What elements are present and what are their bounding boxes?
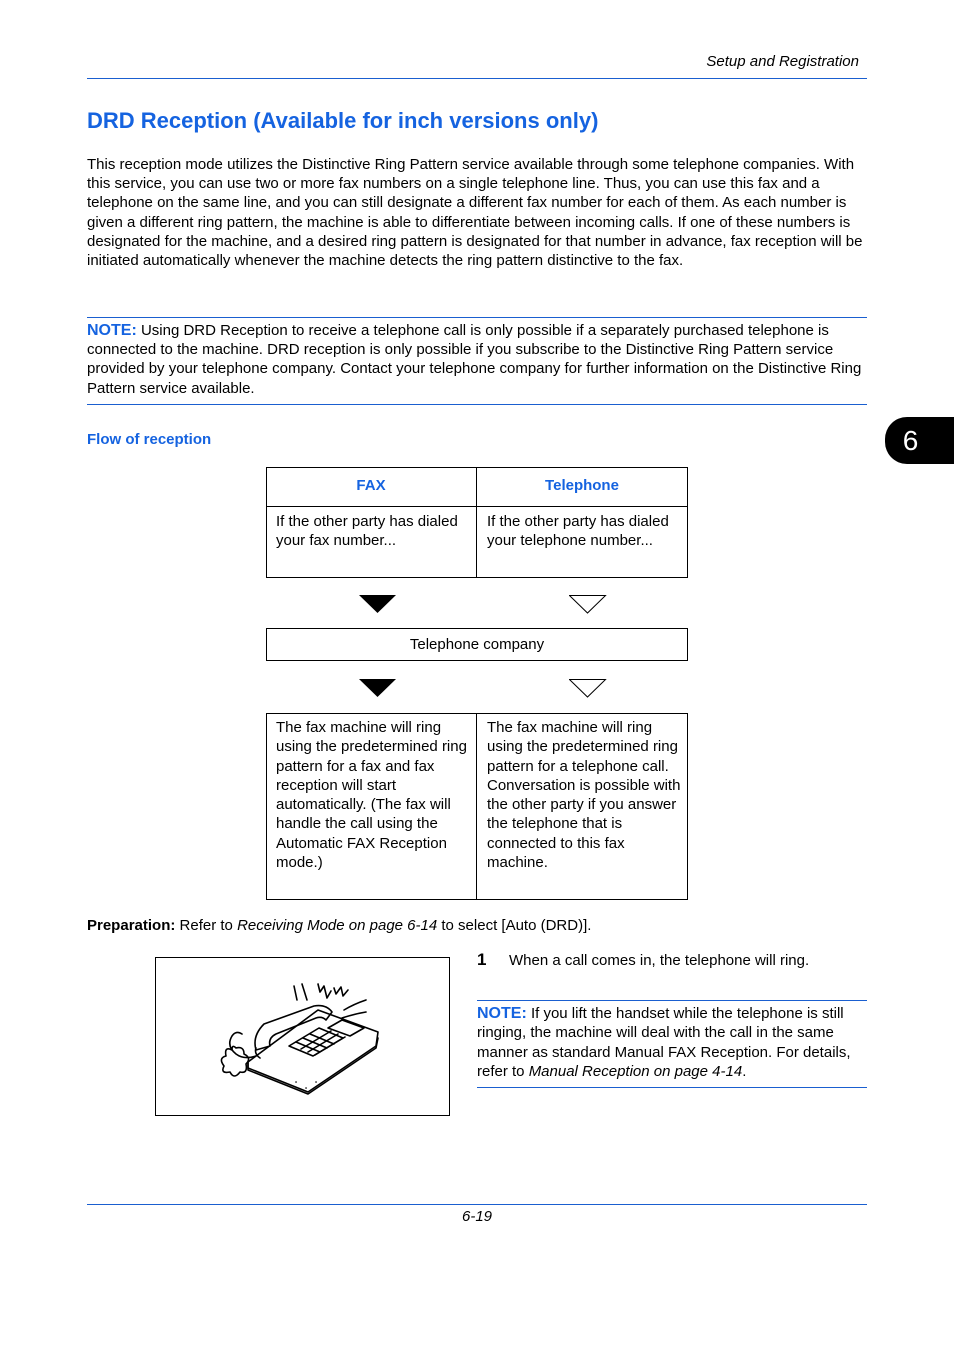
step-number: 1 xyxy=(477,950,487,969)
telephone-company-box xyxy=(266,628,688,661)
note2-label: NOTE: xyxy=(477,1005,527,1022)
fax-down-arrow-2-icon xyxy=(359,679,397,699)
chapter-number: 6 xyxy=(902,425,919,456)
preparation-line xyxy=(87,917,591,934)
step-text: When a call comes in, the telephone will ring. xyxy=(509,952,810,969)
result-table-column-divider xyxy=(476,713,477,900)
telephone-dial-text: If the other party has dialed your telephone number... xyxy=(487,513,669,550)
preparation-pre: Refer to xyxy=(175,917,238,934)
note2-text: If you lift the handset while the telephone is still ringing, the machine will deal with the call in the same manner as standard Manual FAX Reception. For details, refer to xyxy=(477,1005,851,1080)
running-header: Setup and Registration xyxy=(706,53,859,70)
telephone-company-label: Telephone company xyxy=(409,636,545,653)
telephone-result-text: The fax machine will ring using the predetermined ring pattern for a telephone call. Conversation is possible with the other party if you answer the telephone that is connected to this fax machine. xyxy=(487,719,681,872)
note2-post: . xyxy=(742,1062,747,1080)
note-text: Using DRD Reception to receive a telephone call is only possible if a separately purchased telephone is connected to the machine. DRD reception is only possible if you subscribe to the Distinctive Ring Pattern service provided by your telephone company. Contact your telephone company for further information on the Distinctive Ring Pattern service available. xyxy=(87,322,862,397)
note2-reference-link[interactable]: Manual Reception on page 4-14 xyxy=(528,1062,743,1080)
header-rule xyxy=(87,78,867,79)
note2-top-rule xyxy=(477,1000,867,1001)
telephone-down-arrow-2-icon xyxy=(569,679,607,699)
preparation-reference-link[interactable]: Receiving Mode on page 6-14 xyxy=(237,917,438,934)
telephone-column-header: Telephone xyxy=(545,477,619,494)
fax-down-arrow-icon xyxy=(359,595,397,615)
dial-table-divider xyxy=(266,506,688,507)
note-label: NOTE: xyxy=(87,322,137,339)
fax-result-text: The fax machine will ring using the predetermined ring pattern for a fax and fax reception will start automatically. (The fax will handle the call using the Automatic FAX Reception mode.) xyxy=(276,719,467,872)
preparation-label: Preparation: xyxy=(87,917,176,934)
preparation-post: to select [Auto (DRD)]. xyxy=(437,917,592,934)
note-top-rule xyxy=(87,317,867,318)
fax-dial-text: If the other party has dialed your fax number... xyxy=(276,513,458,550)
illustration-frame xyxy=(155,957,450,1116)
note2-block xyxy=(477,1004,869,1081)
note-bottom-rule xyxy=(87,404,867,405)
page-number: 6-19 xyxy=(461,1208,493,1225)
telephone-down-arrow-icon xyxy=(569,595,607,615)
footer-rule xyxy=(87,1204,867,1205)
note-block xyxy=(87,321,877,398)
chapter-tab[interactable] xyxy=(885,417,954,464)
ringing-telephone-illustration xyxy=(156,958,449,1115)
note2-bottom-rule xyxy=(477,1087,867,1088)
flow-heading: Flow of reception xyxy=(87,431,212,448)
section-title: DRD Reception (Available for inch versions only) xyxy=(87,108,599,133)
fax-column-header: FAX xyxy=(356,477,386,494)
intro-paragraph: This reception mode utilizes the Distinctive Ring Pattern service available through some telephone companies. With this service, you can use two or more fax numbers on a single telephone line. Thus, you can use this fax and a telephone on the same line, and you can still designate a different fax number for each of them. As each number is given a different ring pattern, the machine is able to differentiate between incoming calls. If one of these numbers is designated for the machine, and a desired ring pattern is designated for that number in advance, fax reception will be initiated automatically whenever the machine detects the ring pattern distinctive to the fax. xyxy=(87,156,863,270)
